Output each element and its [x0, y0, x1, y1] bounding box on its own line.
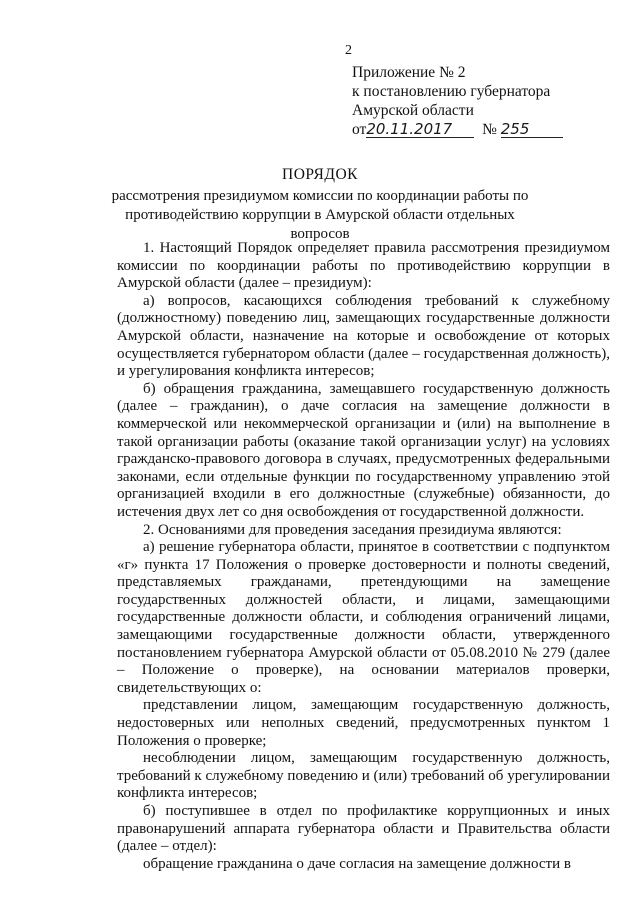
- paragraph-1: 1. Настоящий Порядок определяет правила рассмотрения президиумом комиссии по координации работы по противодействию коррупции в Амурской области (далее – президиум):: [117, 240, 610, 292]
- paragraph-1a: а) вопросов, касающихся соблюдения требований к служебному (должностному) поведению лиц, замещающих государственные должности Амурской области, назначение на которые и освобождение от которых осуществляется губернатором области (далее – государственная должность), и урегулирования конфликта интересов;: [117, 292, 610, 380]
- paragraph-2b: б) поступившее в отдел по профилактике коррупционных и иных правонарушений аппарата губернатора области и Правительства области (далее – отдел):: [117, 803, 610, 855]
- paragraph-2: 2. Основаниями для проведения заседания президиума являются:: [143, 521, 562, 538]
- appendix-line-1: Приложение № 2: [352, 64, 466, 81]
- page-number: 2: [345, 43, 352, 58]
- handwritten-number: 255: [501, 121, 563, 138]
- appendix-line-3: Амурской области: [352, 102, 474, 119]
- appendix-header: [352, 63, 622, 139]
- document-title: ПОРЯДОК: [282, 166, 358, 183]
- appendix-line-2: к постановлению губернатора: [352, 83, 551, 100]
- document-subtitle: рассмотрения президиумом комиссии по координации работы по противодействию коррупции в Амурской области отдельных вопросов: [111, 188, 529, 242]
- paragraph-2a: а) решение губернатора области, принятое в соответствии с подпунктом «г» пункта 17 Положения о проверке достоверности и полноты сведений, представляемых гражданами, претендующими на замещение государственных должностей области, и лицами, замещающими государственные должности области, и соблюдения ограничений лицами, замещающими государственные должности области, утвержденного постановлением губернатора Амурской области от 05.08.2010 № 279 (далее – Положение о проверке), на основании материалов проверки, свидетельствующих о:: [117, 539, 610, 696]
- number-prefix: №: [482, 121, 497, 138]
- document-body: [117, 240, 610, 873]
- appendix-date-line: [352, 120, 622, 139]
- paragraph-2b-item-1: обращение гражданина о даче согласия на замещение должности в: [143, 855, 571, 872]
- paragraph-1b: б) обращения гражданина, замещавшего государственную должность (далее – гражданин), о даче согласия на замещение должности в коммерческой или некоммерческой организации и (или) на выполнение в такой организации работы (оказание такой организации услуг) на условиях гражданско-правового договора в случаях, предусмотренных федеральными законами, если отдельные функции по государственному управлению этой организацией входили в его должностные (служебные) обязанности, до истечения двух лет со дня освобождения от государственной должности.: [117, 380, 610, 520]
- paragraph-2a-item-1: представлении лицом, замещающим государственную должность, недостоверных или неполных сведений, предусмотренных пунктом 1 Положения о проверке;: [117, 697, 610, 749]
- handwritten-date: 20.11.2017: [366, 121, 474, 138]
- date-prefix: от: [352, 121, 367, 138]
- paragraph-2a-item-2: несоблюдении лицом, замещающим государственную должность, требований к служебному поведению и (или) требований об урегулировании конфликта интересов;: [117, 750, 610, 802]
